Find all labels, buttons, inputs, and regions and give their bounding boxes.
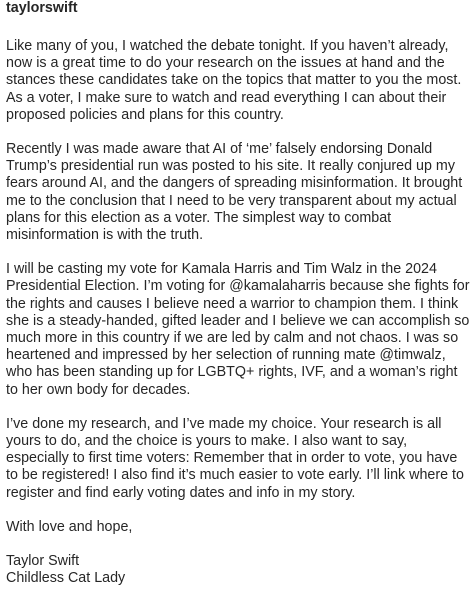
post-username[interactable]: taylorswift xyxy=(6,0,78,16)
caption-paragraph-1: Like many of you, I watched the debate tonight. If you haven’t already, now is a great time to do your research on the issues at hand and the stances these candidates take on the topics that matter to you the most. As a voter, I make sure to watch and read everything I can about their proposed policies and plans for this country. xyxy=(6,38,462,123)
caption-paragraph-3: I will be casting my vote for Kamala Harris and Tim Walz in the 2024 Presidential Election. I’m voting for @kamalaharris because she fights for the rights and causes I believe need a warrior to champion them. I think she is a steady-handed, gifted leader and I believe we can accomplish so much more in this country if we are led by calm and not chaos. I was so heartened and impressed by her selection of running mate @timwalz, who has been standing up for LGBTQ+ rights, IVF, and a woman’s right to her own body for decades. xyxy=(6,261,470,398)
caption-signature xyxy=(6,553,471,587)
caption-closing: With love and hope, xyxy=(6,518,133,535)
caption-paragraph-4: I’ve done my research, and I’ve made my choice. Your research is all yours to do, and the choice is yours to make. I also want to say, especially to first time voters: Remember that in order to vote, you have to be registered! I also find it’s much easier to vote early. I’ll link where to register and find early voting dates and info in my story. xyxy=(6,415,464,501)
caption-paragraph-2: Recently I was made aware that AI of ‘me’ falsely endorsing Donald Trump’s presidential run was posted to his site. It really conjured up my fears around AI, and the dangers of spreading misinformation. It brought me to the conclusion that I need to be very transparent about my actual plans for this election as a voter. The simplest way to combat misinformation is with the truth. xyxy=(6,141,463,244)
signature-name: Taylor Swift xyxy=(6,553,80,570)
post-caption xyxy=(6,0,471,604)
signature-title: Childless Cat Lady xyxy=(6,570,126,587)
